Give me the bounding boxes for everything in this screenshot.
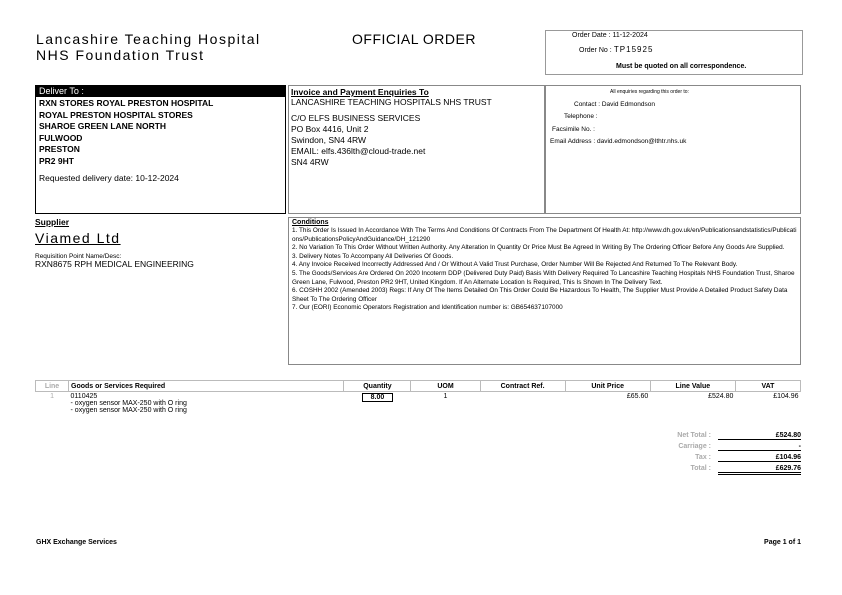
supplier-heading: Supplier	[35, 217, 70, 227]
cell-line: 1	[50, 393, 54, 400]
deliver-to-box	[35, 85, 286, 214]
requisition-point: RXN8675 RPH MEDICAL ENGINEERING	[35, 259, 194, 269]
invoice-address	[291, 113, 542, 168]
contact-label: Contact :	[574, 101, 601, 108]
grand-total-value: £629.76	[718, 465, 801, 475]
net-total-label: Net Total :	[677, 432, 711, 439]
delivery-address-line: ROYAL PRESTON HOSPITAL STORES	[39, 109, 193, 120]
cell-contract-ref	[480, 392, 565, 416]
tax-value: £104.96	[718, 454, 801, 462]
trust-name-line1: Lancashire Teaching Hospital	[36, 31, 261, 47]
footer-left: GHX Exchange Services	[36, 539, 117, 546]
tax-row	[640, 454, 801, 465]
delivery-address	[36, 97, 285, 168]
enquiries-note: All enquiries regarding this order to:	[610, 89, 689, 95]
net-total-value: £524.80	[718, 432, 801, 440]
invoice-address-line: C/O ELFS BUSINESS SERVICES	[291, 113, 421, 123]
cell-quantity	[344, 392, 411, 416]
col-quantity: Quantity	[344, 381, 411, 392]
delivery-address-line: PRESTON	[39, 144, 80, 154]
trust-name	[36, 31, 261, 63]
quote-note: Must be quoted on all correspondence.	[616, 63, 747, 70]
conditions-box	[288, 217, 801, 365]
invoice-heading: Invoice and Payment Enquiries To	[291, 87, 429, 97]
cell-unit-price: £65.60	[626, 393, 649, 400]
item-description: - oxygen sensor MAX-250 with O ring	[70, 407, 187, 414]
delivery-address-line: FULWOOD	[39, 132, 83, 143]
carriage-row	[640, 443, 801, 454]
order-date-label: Order Date :	[572, 32, 611, 39]
totals-section	[640, 432, 801, 476]
col-unit-price: Unit Price	[565, 381, 650, 392]
trust-name-line2: NHS Foundation Trust	[36, 47, 205, 63]
condition-item: 1. This Order Is Issued In Accordance With The Terms And Conditions Of Contracts From The Department Of Health At: http://www.dh.gov.uk/en/Publicationsandstatistics/Publications/PublicationsPolicyAndGuidance/DH_121290	[292, 227, 797, 243]
supplier-name: Viamed Ltd	[35, 230, 121, 246]
carriage-label: Carriage :	[678, 443, 711, 450]
email-label: Email Address :	[550, 138, 596, 145]
requisition-point-label: Requisition Point Name/Desc:	[35, 253, 122, 260]
tax-label: Tax :	[695, 454, 711, 461]
condition-item: 6. COSHH 2002 (Amended 2003) Regs: If Any Of The Items Detailed On This Order Could Be Hazardous To Health, The Supplier Must Provide A Detailed Product Safety Data Sheet To The Ordering Officer	[292, 287, 788, 303]
delivery-address-line: PR2 9HT	[39, 155, 74, 166]
supplier-section	[35, 217, 286, 365]
invoice-address-line: EMAIL: elfs.436lth@cloud-trade.net	[291, 146, 426, 156]
invoice-box	[288, 85, 545, 214]
col-vat: VAT	[735, 381, 800, 392]
facsimile-label: Facsimile No. :	[552, 126, 595, 133]
page-number: Page 1 of 1	[764, 539, 801, 546]
conditions-heading: Conditions	[292, 219, 329, 226]
table-header-row	[36, 381, 801, 392]
item-code: 0110425	[70, 393, 98, 400]
cell-line-value: £524.80	[708, 393, 734, 400]
quantity-value: 8.00	[362, 393, 394, 402]
col-line-value: Line Value	[650, 381, 735, 392]
condition-item: 3. Delivery Notes To Accompany All Deliveries Of Goods.	[292, 252, 454, 260]
invoice-address-line: Swindon, SN4 4RW	[291, 135, 366, 145]
condition-item: 7. Our (EORI) Economic Operators Registration and Identification number is: GB654637107000	[292, 304, 563, 312]
enquiries-box	[545, 85, 801, 214]
delivery-address-line: SHAROE GREEN LANE NORTH	[39, 121, 167, 131]
col-uom: UOM	[411, 381, 480, 392]
grand-total-row	[640, 465, 801, 476]
order-date: 11-12-2024	[612, 32, 648, 39]
grand-total-label: Total :	[690, 465, 711, 472]
carriage-value: -	[718, 443, 801, 451]
col-line: Line	[36, 381, 69, 392]
conditions-list	[289, 226, 800, 314]
cell-goods	[69, 392, 344, 416]
cell-uom: 1	[443, 393, 448, 400]
col-goods: Goods or Services Required	[69, 381, 344, 392]
net-total-row	[640, 432, 801, 443]
order-no-label: Order No :	[579, 47, 612, 54]
requested-delivery-date: Requested delivery date: 10-12-2024	[39, 173, 179, 183]
order-info-box	[545, 30, 803, 75]
order-items-table	[35, 380, 801, 415]
order-number: TP15925	[613, 45, 654, 54]
invoice-address-line: SN4 4RW	[291, 157, 329, 167]
invoice-name: LANCASHIRE TEACHING HOSPITALS NHS TRUST	[291, 97, 492, 107]
cell-vat: £104.96	[773, 393, 799, 400]
email-address[interactable]: david.edmondson@lthtr.nhs.uk	[596, 138, 687, 145]
deliver-to-heading: Deliver To :	[36, 86, 285, 97]
condition-item: 4. Any Invoice Received Incorrectly Addressed And / Or Without A Valid Trust Purchase, Order Number Will Be Rejected And Returned To The Relevant Body.	[292, 261, 738, 269]
col-contract-ref: Contract Ref.	[480, 381, 565, 392]
condition-item: 2. No Variation To This Order Without Written Authority. Any Alteration In Quantity Or Price Must Be Agreed In Writing By The Ordering Officer Before Any Goods Are Supplied.	[292, 244, 785, 252]
contact-name: David Edmondson	[601, 101, 655, 108]
delivery-address-line: RXN STORES ROYAL PRESTON HOSPITAL	[39, 98, 214, 108]
invoice-address-line: PO Box 4416, Unit 2	[291, 124, 369, 134]
condition-item: 5. The Goods/Services Are Ordered On 2020 Incoterm DDP (Delivered Duty Paid) Basis With Delivery Required To Lancashire Teaching Hospitals NHS Foundation Trust, Sharoe Green Lane, Fulwood, Preston PR2 9HT, United Kingdom. If An Alternate Location Is Required, This Is Shown In The Delivery Text.	[292, 269, 795, 286]
table-row	[36, 392, 801, 416]
document-title: OFFICIAL ORDER	[352, 31, 476, 47]
item-description: - oxygen sensor MAX-250 with O ring	[70, 400, 187, 407]
telephone-label: Telephone :	[564, 113, 598, 120]
